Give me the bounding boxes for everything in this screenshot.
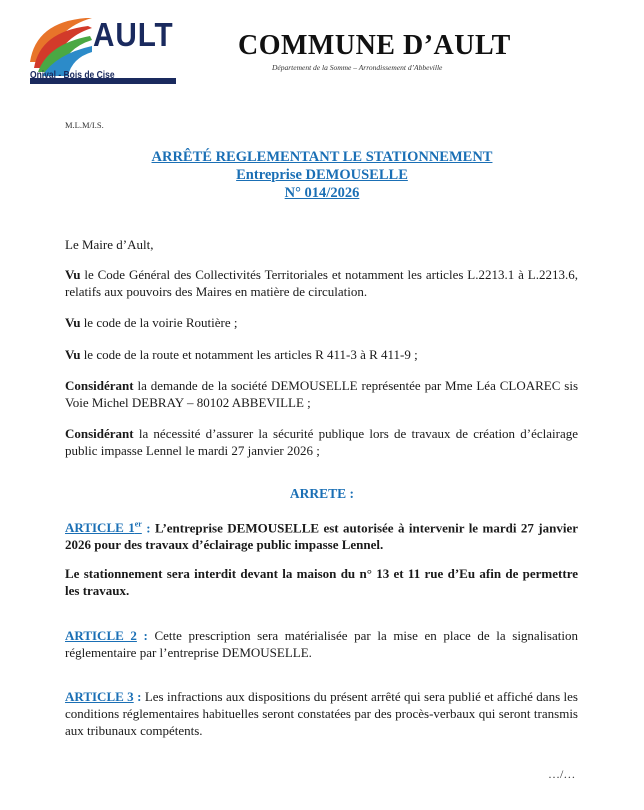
article-3: ARTICLE 3 : Les infractions aux dispositions du présent arrêté qui sera publié et affiché dans les conditions réglementaires habituelles seront constatées par des procès-verbaux qui seront transmis aux tribunaux compétents. xyxy=(65,689,578,738)
article-1: ARTICLE 1er : L’entreprise DEMOUSELLE est autorisée à intervenir le mardi 27 janvier 2026 pour des travaux d’éclairage public impasse Lennel. xyxy=(65,520,578,553)
vu-paragraph-3 xyxy=(65,346,578,363)
vu-text: le code de la voirie Routière ; xyxy=(83,315,238,330)
continuation-mark: …/… xyxy=(548,767,576,781)
vu-text: le Code Général des Collectivités Territoriales et notamment les articles L.2213.1 à L.2213.6, relatifs aux pouvoirs des Maires en matière de circulation. xyxy=(65,267,578,299)
vu-label: Vu xyxy=(65,347,81,362)
considerant-label: Considérant xyxy=(65,378,134,393)
article-3-label: ARTICLE 3 xyxy=(65,689,134,704)
vu-paragraph-1 xyxy=(65,266,578,300)
considerant-text: la demande de la société DEMOUSELLE représentée par Mme Léa CLOAREC sis Voie Michel DEBRAY – 80102 ABBEVILLE ; xyxy=(65,378,579,410)
article-2: ARTICLE 2 : Cette prescription sera matérialisée par la mise en place de la signalisation réglementaire par l’entreprise DEMOUSELLE. xyxy=(65,628,578,660)
logo-subtitle: Onival - Bois de Cise xyxy=(30,70,115,81)
considerant-text: la nécessité d’assurer la sécurité publique lors de travaux de création d’éclairage public impasse Lennel le mardi 27 janvier 2026 ; xyxy=(65,426,578,458)
decree-title-line2: Entreprise DEMOUSELLE xyxy=(236,167,408,183)
commune-title: COMMUNE D’AULT xyxy=(238,30,511,61)
article-1-parking-text: Le stationnement sera interdit devant la maison du n° 13 et 11 rue d’Eu afin de permettre les travaux. xyxy=(65,566,578,598)
article-2-text: Cette prescription sera matérialisée par la mise en place de la signalisation réglementaire par l’entreprise DEMOUSELLE. xyxy=(65,628,578,660)
decree-number: N° 014/2026 xyxy=(284,185,360,201)
decree-title xyxy=(0,148,644,202)
vu-paragraph-2 xyxy=(65,314,578,331)
vu-text: le code de la route et notamment les articles R 411-3 à R 411-9 ; xyxy=(83,347,418,362)
intro-line: Le Maire d’Ault, xyxy=(65,237,154,252)
department-line: Département de la Somme – Arrondissement d’Abbeville xyxy=(272,63,443,72)
reference-initials: M.L.M/I.S. xyxy=(65,120,104,130)
considerant-paragraph-1 xyxy=(65,377,578,411)
decree-title-line1: ARRÊTÉ REGLEMENTANT LE STATIONNEMENT xyxy=(151,149,493,165)
article-1-label: ARTICLE 1er xyxy=(65,520,142,536)
arrete-heading: ARRETE : xyxy=(289,486,355,501)
considerant-paragraph-2 xyxy=(65,425,578,459)
article-2-label: ARTICLE 2 xyxy=(65,628,137,643)
vu-label: Vu xyxy=(65,267,81,282)
article-1-text: L’entreprise DEMOUSELLE est autorisée à intervenir le mardi 27 janvier 2026 pour des travaux d’éclairage public impasse Lennel. xyxy=(65,520,578,553)
article-3-text: Les infractions aux dispositions du présent arrêté qui sera publié et affiché dans les conditions réglementaires habituelles seront constatées par des procès-verbaux qui seront transmis aux tribunaux compétents. xyxy=(65,689,578,738)
logo-wordmark: AULT xyxy=(93,16,174,53)
considerant-label: Considérant xyxy=(65,426,134,441)
vu-label: Vu xyxy=(65,315,81,330)
